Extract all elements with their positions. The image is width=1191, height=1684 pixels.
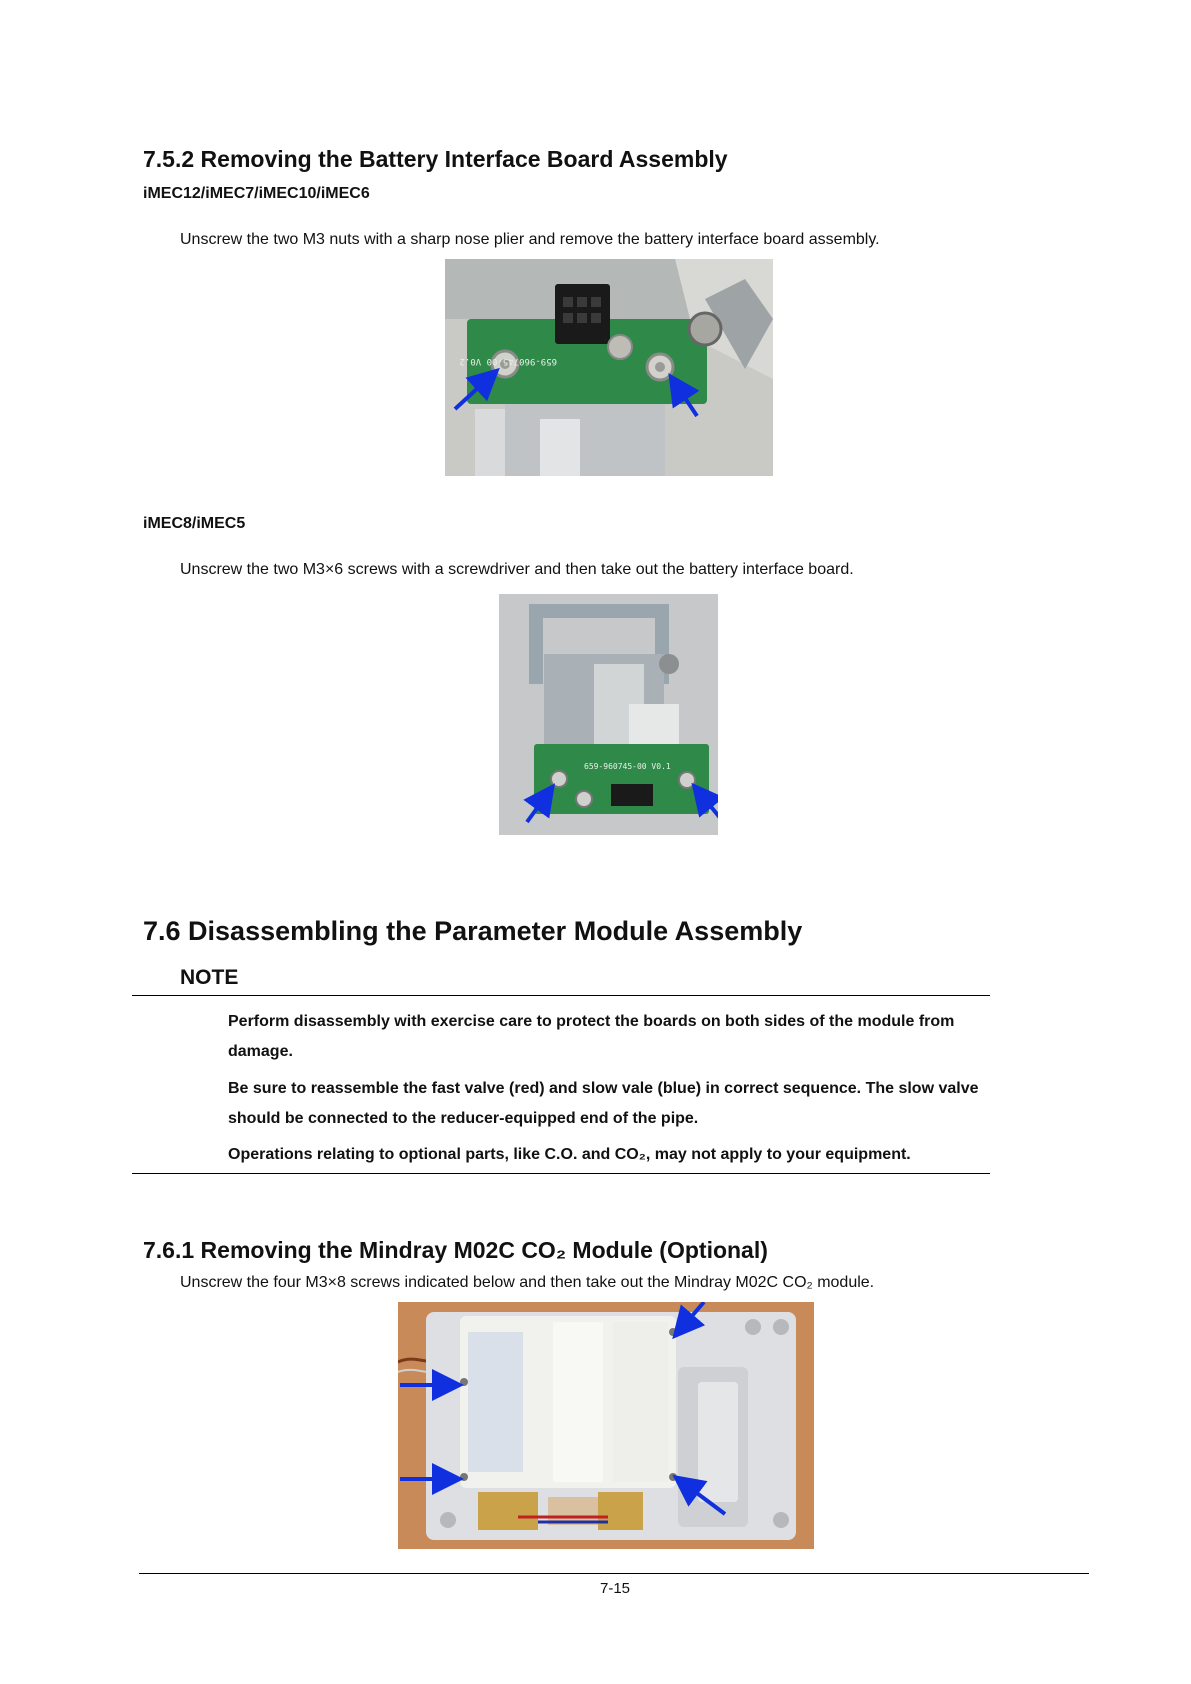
note-item: Be sure to reassemble the fast valve (red) and slow vale (blue) in correct sequence. The slow valve should be connected to the reducer-equipped end of the pipe.	[228, 1080, 979, 1127]
battery-board-photo-1	[445, 259, 773, 476]
section-heading-7-5-2: 7.5.2 Removing the Battery Interface Board Assembly	[143, 146, 728, 172]
model-label-imec8: iMEC8/iMEC5	[143, 515, 246, 532]
note-top-rule	[132, 995, 990, 996]
page-number: 7-15	[599, 1580, 631, 1597]
footer-rule	[139, 1573, 1089, 1574]
board-print-1: 659-960745-00 V0.2	[459, 356, 557, 366]
co2-module-photo	[398, 1302, 814, 1549]
section-heading-7-6: 7.6 Disassembling the Parameter Module Assembly	[143, 916, 803, 946]
note-item: Operations relating to optional parts, like C.O. and CO₂, may not apply to your equipment.	[228, 1146, 911, 1163]
model-label-imec12: iMEC12/iMEC7/iMEC10/iMEC6	[143, 185, 370, 202]
instruction-text: Unscrew the two M3×6 screws with a screwdriver and then take out the battery interface board.	[180, 561, 854, 578]
battery-board-photo-2	[499, 594, 718, 835]
board-print-2: 659-960745-00 V0.1	[584, 762, 671, 771]
note-title: NOTE	[180, 966, 239, 989]
note-item: Perform disassembly with exercise care to protect the boards on both sides of the module from damage.	[228, 1013, 955, 1060]
instruction-text: Unscrew the two M3 nuts with a sharp nose plier and remove the battery interface board assembly.	[180, 231, 880, 248]
section-heading-7-6-1: 7.6.1 Removing the Mindray M02C CO₂ Module (Optional)	[143, 1237, 768, 1263]
instruction-text: Unscrew the four M3×8 screws indicated below and then take out the Mindray M02C CO₂ module.	[180, 1274, 875, 1291]
note-bottom-rule	[132, 1173, 990, 1174]
